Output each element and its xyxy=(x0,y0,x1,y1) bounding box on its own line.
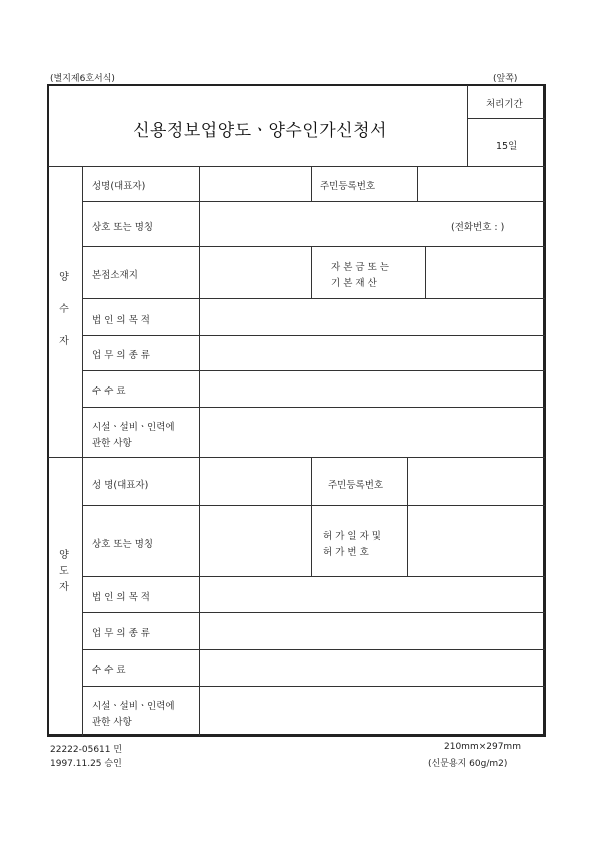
transferor-company-field[interactable] xyxy=(200,506,310,576)
transferee-purpose-label: 법 인 의 목 적 xyxy=(92,315,150,326)
divider xyxy=(311,166,312,201)
transferee-office-label: 본점소재지 xyxy=(92,270,138,281)
transferor-business-label: 업 무 의 종 류 xyxy=(92,628,150,639)
paper-type: (신문용지 60g/m2) xyxy=(428,759,508,769)
transferee-office-field[interactable] xyxy=(200,247,310,298)
transferee-rrn-label: 주민등록번호 xyxy=(320,181,376,192)
transferee-name-label: 성명(대표자) xyxy=(92,181,146,192)
transferee-fee-label: 수 수 료 xyxy=(92,386,126,397)
approval-date: 1997.11.25 승인 xyxy=(50,759,122,769)
transferor-permit-field[interactable] xyxy=(408,506,544,576)
transferor-facility-label-2: 관한 사항 xyxy=(92,717,132,728)
transferee-phone-label: (전화번호 : ) xyxy=(451,222,505,233)
transferee-facility-field[interactable] xyxy=(200,408,544,457)
form-title: 신용정보업양도ㆍ양수인가신청서 xyxy=(133,121,387,141)
transferee-company-label: 상호 또는 명칭 xyxy=(92,222,154,233)
transferor-label: 양 도 자 xyxy=(59,550,69,593)
transferor-business-field[interactable] xyxy=(200,613,544,649)
processing-period-value: 15일 xyxy=(496,141,518,152)
divider xyxy=(311,457,312,505)
transferor-name-label: 성 명(대표자) xyxy=(92,480,149,491)
transferor-rrn-label: 주민등록번호 xyxy=(328,480,384,491)
transferee-business-field[interactable] xyxy=(200,336,544,370)
transferee-business-label: 업 무 의 종 류 xyxy=(92,350,150,361)
transferee-capital-field[interactable] xyxy=(426,247,544,298)
form-code: 22222-05611 민 xyxy=(50,745,123,755)
transferor-facility-field[interactable] xyxy=(200,687,544,735)
divider xyxy=(82,166,83,736)
transferee-capital-label-2: 기 본 재 산 xyxy=(331,278,377,289)
transferee-facility-label-2: 관한 사항 xyxy=(92,438,132,449)
paper-size: 210mm×297mm xyxy=(444,742,521,752)
transferor-name-field[interactable] xyxy=(200,458,310,505)
transferor-fee-field[interactable] xyxy=(200,650,544,686)
form-number: (별지제6호서식) xyxy=(50,74,115,84)
divider xyxy=(467,118,545,119)
processing-period-label: 처리기간 xyxy=(486,99,523,110)
transferor-facility-label-1: 시설ㆍ설비ㆍ인력에 xyxy=(92,701,175,712)
transferee-name-field[interactable] xyxy=(200,167,310,201)
transferee-purpose-field[interactable] xyxy=(200,299,544,335)
transferor-company-label: 상호 또는 명칭 xyxy=(92,539,154,550)
transferor-purpose-field[interactable] xyxy=(200,577,544,612)
divider xyxy=(467,85,468,167)
transferee-rrn-field[interactable] xyxy=(418,167,544,201)
transferee-fee-field[interactable] xyxy=(200,371,544,407)
transferor-purpose-label: 법 인 의 목 적 xyxy=(92,592,150,603)
divider xyxy=(311,246,312,298)
divider xyxy=(311,505,312,576)
transferor-fee-label: 수 수 료 xyxy=(92,665,126,676)
transferee-facility-label-1: 시설ㆍ설비ㆍ인력에 xyxy=(92,422,175,433)
transferor-rrn-field[interactable] xyxy=(408,458,544,505)
page-side: (앞쪽) xyxy=(493,74,518,84)
transferor-permit-label-1: 허 가 일 자 및 xyxy=(323,531,381,542)
transferor-permit-label-2: 허 가 번 호 xyxy=(323,547,369,558)
transferee-capital-label-1: 자 본 금 또 는 xyxy=(331,262,389,273)
transferee-label: 양 수 자 xyxy=(59,272,69,347)
